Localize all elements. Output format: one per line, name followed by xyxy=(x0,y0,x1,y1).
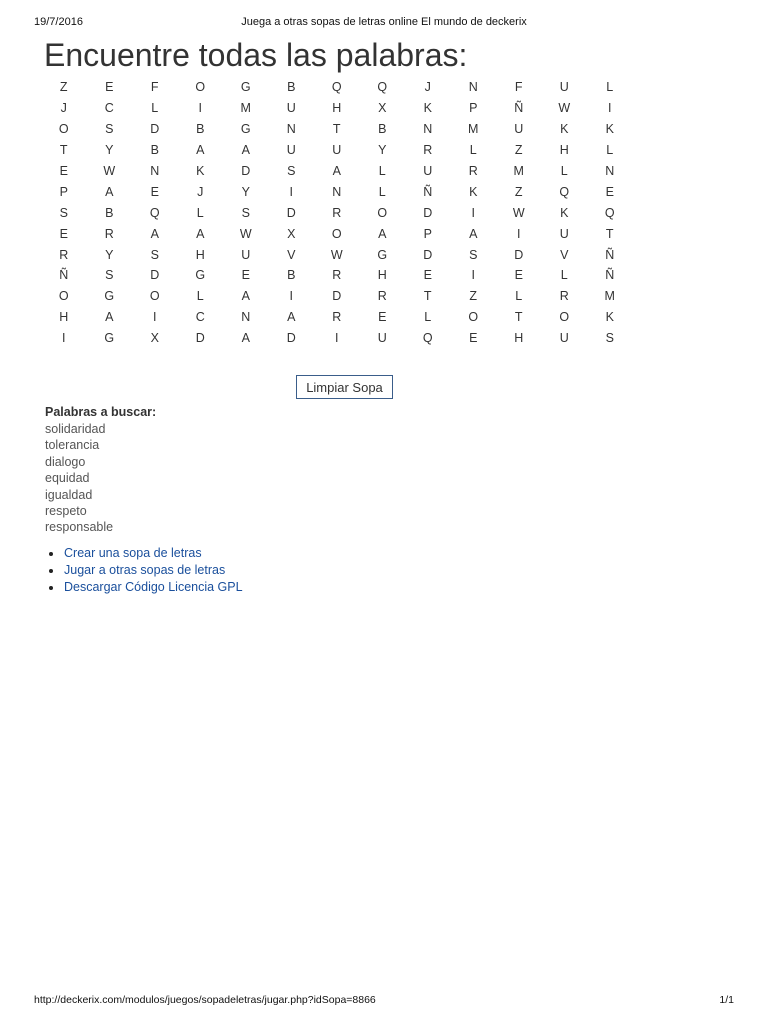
word-list xyxy=(45,421,156,536)
grid-letter-cell[interactable]: L xyxy=(196,289,204,304)
grid-letter-cell[interactable]: M xyxy=(513,164,524,178)
grid-letter-cell[interactable]: Q xyxy=(149,205,160,220)
grid-letter-cell[interactable]: T xyxy=(423,289,432,304)
grid-letter-cell[interactable]: X xyxy=(287,226,296,241)
grid-letter-cell[interactable]: G xyxy=(104,289,115,304)
grid-letter-cell[interactable]: D xyxy=(195,331,205,346)
grid-row xyxy=(41,140,633,161)
grid-letter-cell[interactable]: Ñ xyxy=(605,247,615,262)
grid-letter-cell[interactable]: O xyxy=(377,205,388,220)
grid-letter-cell[interactable]: X xyxy=(150,331,159,346)
bullet-icon xyxy=(49,552,53,556)
grid-letter-cell[interactable]: S xyxy=(105,122,114,137)
grid-letter-cell[interactable]: O xyxy=(58,289,69,304)
grid-letter-cell[interactable]: R xyxy=(332,310,342,325)
grid-letter-cell[interactable]: Z xyxy=(514,184,523,199)
grid-letter-cell[interactable]: A xyxy=(287,310,296,325)
grid-letter-cell[interactable]: H xyxy=(377,268,387,283)
link-list-item xyxy=(46,562,243,579)
bullet-icon xyxy=(49,569,53,573)
word-item: responsable xyxy=(45,520,114,535)
grid-letter-cell[interactable]: Y xyxy=(105,143,114,158)
grid-letter-cell[interactable]: L xyxy=(606,143,614,158)
grid-letter-cell[interactable]: U xyxy=(286,101,296,116)
grid-letter-cell[interactable]: F xyxy=(514,80,523,95)
grid-letter-cell[interactable]: C xyxy=(104,101,114,116)
grid-letter-cell[interactable]: E xyxy=(59,164,68,178)
grid-letter-cell[interactable]: R xyxy=(332,205,342,220)
print-url: http://deckerix.com/modulos/juegos/sopadeletras/jugar.php?idSopa=8866 xyxy=(34,994,376,1006)
grid-letter-cell[interactable]: L xyxy=(196,205,204,220)
bullet-icon xyxy=(49,586,53,590)
grid-letter-cell[interactable]: Y xyxy=(241,184,250,199)
grid-letter-cell[interactable]: O xyxy=(559,310,570,325)
link-list-item xyxy=(46,579,243,596)
grid-letter-cell[interactable]: K xyxy=(469,184,478,199)
grid-letter-cell[interactable]: L xyxy=(560,268,568,283)
grid-letter-cell[interactable]: L xyxy=(606,80,614,95)
word-search-grid xyxy=(41,77,633,349)
grid-letter-cell[interactable]: V xyxy=(287,247,296,262)
grid-letter-cell[interactable]: A xyxy=(469,226,478,241)
grid-letter-cell[interactable]: I xyxy=(153,310,157,325)
grid-letter-cell[interactable]: I xyxy=(289,184,293,199)
grid-letter-cell[interactable]: U xyxy=(514,122,524,137)
grid-letter-cell[interactable]: W xyxy=(239,226,252,241)
word-item: respeto xyxy=(45,504,87,519)
grid-letter-cell[interactable]: Q xyxy=(422,331,433,346)
grid-letter-cell[interactable]: W xyxy=(558,101,571,116)
nav-link[interactable]: Jugar a otras sopas de letras xyxy=(64,563,226,577)
grid-letter-cell[interactable]: K xyxy=(560,122,569,137)
grid-letter-cell[interactable]: S xyxy=(287,164,296,178)
grid-letter-cell[interactable]: B xyxy=(378,122,387,137)
grid-letter-cell[interactable]: S xyxy=(105,268,114,283)
grid-letter-cell[interactable]: P xyxy=(469,101,478,116)
grid-letter-cell[interactable]: E xyxy=(59,226,68,241)
grid-letter-cell[interactable]: Z xyxy=(514,143,523,158)
grid-letter-cell[interactable]: N xyxy=(423,122,433,137)
grid-letter-cell[interactable]: Ñ xyxy=(423,184,433,199)
grid-letter-cell[interactable]: O xyxy=(468,310,479,325)
grid-letter-cell[interactable]: D xyxy=(241,164,251,178)
grid-row xyxy=(41,181,633,202)
grid-letter-cell[interactable]: A xyxy=(196,226,205,241)
grid-letter-cell[interactable]: I xyxy=(289,289,293,304)
grid-letter-cell[interactable]: R xyxy=(423,143,433,158)
grid-letter-cell[interactable]: I xyxy=(608,101,612,116)
grid-letter-cell[interactable]: E xyxy=(105,80,114,95)
grid-letter-cell[interactable]: A xyxy=(241,143,250,158)
grid-letter-cell[interactable]: D xyxy=(150,268,160,283)
grid-letter-cell[interactable]: G xyxy=(195,268,206,283)
grid-letter-cell[interactable]: T xyxy=(332,122,341,137)
grid-row xyxy=(41,77,633,98)
grid-letter-cell[interactable]: A xyxy=(332,164,341,178)
grid-letter-cell[interactable]: A xyxy=(105,184,114,199)
grid-letter-cell[interactable]: U xyxy=(559,226,569,241)
word-item: equidad xyxy=(45,471,90,486)
grid-row xyxy=(41,286,633,307)
grid-letter-cell[interactable]: Q xyxy=(604,205,615,220)
grid-letter-cell[interactable]: E xyxy=(150,184,159,199)
grid-letter-cell[interactable]: T xyxy=(514,310,523,325)
nav-link[interactable]: Crear una sopa de letras xyxy=(64,546,202,560)
grid-letter-cell[interactable]: I xyxy=(198,101,202,116)
grid-letter-cell[interactable]: N xyxy=(605,164,615,178)
grid-letter-cell[interactable]: M xyxy=(240,101,251,116)
grid-letter-cell[interactable]: P xyxy=(59,184,68,199)
grid-letter-cell[interactable]: K xyxy=(423,101,432,116)
grid-letter-cell[interactable]: M xyxy=(468,122,479,137)
words-heading: Palabras a buscar: xyxy=(45,405,157,419)
grid-letter-cell[interactable]: Q xyxy=(559,184,570,199)
grid-letter-cell[interactable]: J xyxy=(197,184,204,199)
grid-letter-cell[interactable]: G xyxy=(377,247,388,262)
grid-letter-cell[interactable]: H xyxy=(559,143,569,158)
grid-letter-cell[interactable]: S xyxy=(150,247,159,262)
print-page-title: Juega a otras sopas de letras online El mundo de deckerix xyxy=(241,16,527,28)
grid-letter-cell[interactable]: H xyxy=(195,247,205,262)
grid-letter-cell[interactable]: Ñ xyxy=(514,101,524,116)
grid-row xyxy=(41,265,633,286)
grid-row xyxy=(41,223,633,244)
grid-letter-cell[interactable]: K xyxy=(560,205,569,220)
grid-letter-cell[interactable]: W xyxy=(512,205,525,220)
grid-letter-cell[interactable]: N xyxy=(332,184,342,199)
grid-letter-cell[interactable]: T xyxy=(605,226,614,241)
grid-letter-cell[interactable]: O xyxy=(58,122,69,137)
word-item: tolerancia xyxy=(45,438,100,453)
grid-letter-cell[interactable]: W xyxy=(103,164,116,178)
grid-letter-cell[interactable]: W xyxy=(330,247,343,262)
nav-link[interactable]: Descargar Código Licencia GPL xyxy=(64,580,243,594)
grid-letter-cell[interactable]: D xyxy=(514,247,524,262)
grid-letter-cell[interactable]: L xyxy=(378,184,386,199)
grid-letter-cell[interactable]: B xyxy=(287,268,296,283)
print-date: 19/7/2016 xyxy=(34,16,83,28)
grid-letter-cell[interactable]: I xyxy=(335,331,339,346)
grid-letter-cell[interactable]: Z xyxy=(59,80,68,95)
grid-letter-cell[interactable]: R xyxy=(332,268,342,283)
grid-letter-cell[interactable]: E xyxy=(423,268,432,283)
grid-letter-cell[interactable]: G xyxy=(104,331,115,346)
grid-letter-cell[interactable]: R xyxy=(559,289,569,304)
grid-letter-cell[interactable]: O xyxy=(149,289,160,304)
grid-letter-cell[interactable]: U xyxy=(286,143,296,158)
grid-letter-cell[interactable]: U xyxy=(559,80,569,95)
word-item: dialogo xyxy=(45,454,86,469)
grid-letter-cell[interactable]: Q xyxy=(377,80,388,95)
grid-letter-cell[interactable]: E xyxy=(605,184,614,199)
grid-letter-cell[interactable]: N xyxy=(286,122,296,137)
grid-letter-cell[interactable]: U xyxy=(559,331,569,346)
grid-letter-cell[interactable]: Y xyxy=(105,247,114,262)
word-item: solidaridad xyxy=(45,422,106,436)
grid-letter-cell[interactable]: D xyxy=(423,205,433,220)
grid-letter-cell[interactable]: E xyxy=(469,331,478,346)
grid-letter-cell[interactable]: E xyxy=(241,268,250,283)
grid-letter-cell[interactable]: D xyxy=(150,122,160,137)
grid-letter-cell[interactable]: Ñ xyxy=(59,268,69,283)
word-item: igualdad xyxy=(45,487,93,502)
grid-letter-cell[interactable]: D xyxy=(286,205,296,220)
grid-letter-cell[interactable]: U xyxy=(332,143,342,158)
grid-letter-cell[interactable]: L xyxy=(378,164,386,178)
grid-letter-cell[interactable]: L xyxy=(424,310,432,325)
grid-letter-cell[interactable]: I xyxy=(471,268,475,283)
grid-row xyxy=(41,244,633,265)
grid-letter-cell[interactable]: L xyxy=(515,289,523,304)
grid-letter-cell[interactable]: A xyxy=(241,331,250,346)
grid-letter-cell[interactable]: D xyxy=(286,331,296,346)
grid-letter-cell[interactable]: S xyxy=(469,247,478,262)
grid-letter-cell[interactable]: S xyxy=(241,205,250,220)
grid-letter-cell[interactable]: R xyxy=(468,164,478,178)
grid-letter-cell[interactable]: N xyxy=(241,310,251,325)
grid-letter-cell[interactable]: U xyxy=(241,247,251,262)
grid-letter-cell[interactable]: A xyxy=(241,289,250,304)
grid-row xyxy=(41,202,633,223)
grid-letter-cell[interactable]: U xyxy=(377,331,387,346)
grid-row xyxy=(41,307,633,328)
grid-letter-cell[interactable]: T xyxy=(59,143,68,158)
grid-letter-cell[interactable]: S xyxy=(605,331,614,346)
grid-letter-cell[interactable]: B xyxy=(150,143,159,158)
grid-letter-cell[interactable]: G xyxy=(240,122,251,137)
grid-letter-cell[interactable]: R xyxy=(104,226,114,241)
grid-letter-cell[interactable]: A xyxy=(196,143,205,158)
grid-letter-cell[interactable]: D xyxy=(332,289,342,304)
grid-letter-cell[interactable]: Z xyxy=(469,289,478,304)
grid-letter-cell[interactable]: S xyxy=(59,205,68,220)
grid-letter-cell[interactable]: R xyxy=(377,289,387,304)
grid-letter-cell[interactable]: H xyxy=(332,101,342,116)
grid-letter-cell[interactable]: L xyxy=(469,143,477,158)
grid-letter-cell[interactable]: C xyxy=(195,310,205,325)
grid-row xyxy=(41,328,633,349)
clear-puzzle-button[interactable]: Limpiar Sopa xyxy=(296,375,393,399)
grid-letter-cell[interactable]: D xyxy=(423,247,433,262)
grid-letter-cell[interactable]: V xyxy=(560,247,569,262)
grid-letter-cell[interactable]: N xyxy=(150,164,160,178)
grid-letter-cell[interactable]: X xyxy=(378,101,387,116)
grid-letter-cell[interactable]: R xyxy=(59,247,69,262)
grid-letter-cell[interactable]: A xyxy=(150,226,159,241)
grid-letter-cell[interactable]: J xyxy=(424,80,431,95)
grid-letter-cell[interactable]: I xyxy=(62,331,66,346)
grid-letter-cell[interactable]: G xyxy=(240,80,251,95)
link-list-item xyxy=(46,545,243,562)
grid-body xyxy=(41,77,633,349)
links-list xyxy=(46,545,243,596)
grid-letter-cell[interactable]: E xyxy=(378,310,387,325)
grid-letter-cell[interactable]: F xyxy=(150,80,159,95)
words-to-find-section xyxy=(45,404,156,536)
print-page-number: 1/1 xyxy=(719,994,734,1006)
grid-row xyxy=(41,98,633,119)
grid-letter-cell[interactable]: P xyxy=(423,226,432,241)
grid-letter-cell[interactable]: B xyxy=(287,80,296,95)
grid-letter-cell[interactable]: H xyxy=(59,310,69,325)
grid-letter-cell[interactable]: B xyxy=(105,205,114,220)
page-title: Encuentre todas las palabras: xyxy=(44,37,468,73)
grid-row xyxy=(41,119,633,140)
grid-letter-cell[interactable]: O xyxy=(195,80,206,95)
grid-letter-cell[interactable]: H xyxy=(514,331,524,346)
grid-letter-cell[interactable]: L xyxy=(560,164,568,178)
grid-letter-cell[interactable]: N xyxy=(468,80,478,95)
grid-letter-cell[interactable]: A xyxy=(105,310,114,325)
grid-letter-cell[interactable]: J xyxy=(60,101,67,116)
grid-letter-cell[interactable]: E xyxy=(514,268,523,283)
grid-row xyxy=(41,161,633,182)
grid-letter-cell[interactable]: A xyxy=(378,226,387,241)
grid-letter-cell[interactable]: I xyxy=(517,226,521,241)
grid-letter-cell[interactable]: Y xyxy=(378,143,387,158)
grid-letter-cell[interactable]: B xyxy=(196,122,205,137)
grid-letter-cell[interactable]: U xyxy=(423,164,433,178)
grid-letter-cell[interactable]: Ñ xyxy=(605,268,615,283)
grid-letter-cell[interactable]: K xyxy=(605,310,614,325)
grid-letter-cell[interactable]: L xyxy=(151,101,159,116)
grid-letter-cell[interactable]: K xyxy=(196,164,205,178)
grid-letter-cell[interactable]: O xyxy=(331,226,342,241)
grid-letter-cell[interactable]: Q xyxy=(331,80,342,95)
grid-letter-cell[interactable]: I xyxy=(471,205,475,220)
grid-letter-cell[interactable]: K xyxy=(605,122,614,137)
grid-letter-cell[interactable]: M xyxy=(604,289,615,304)
